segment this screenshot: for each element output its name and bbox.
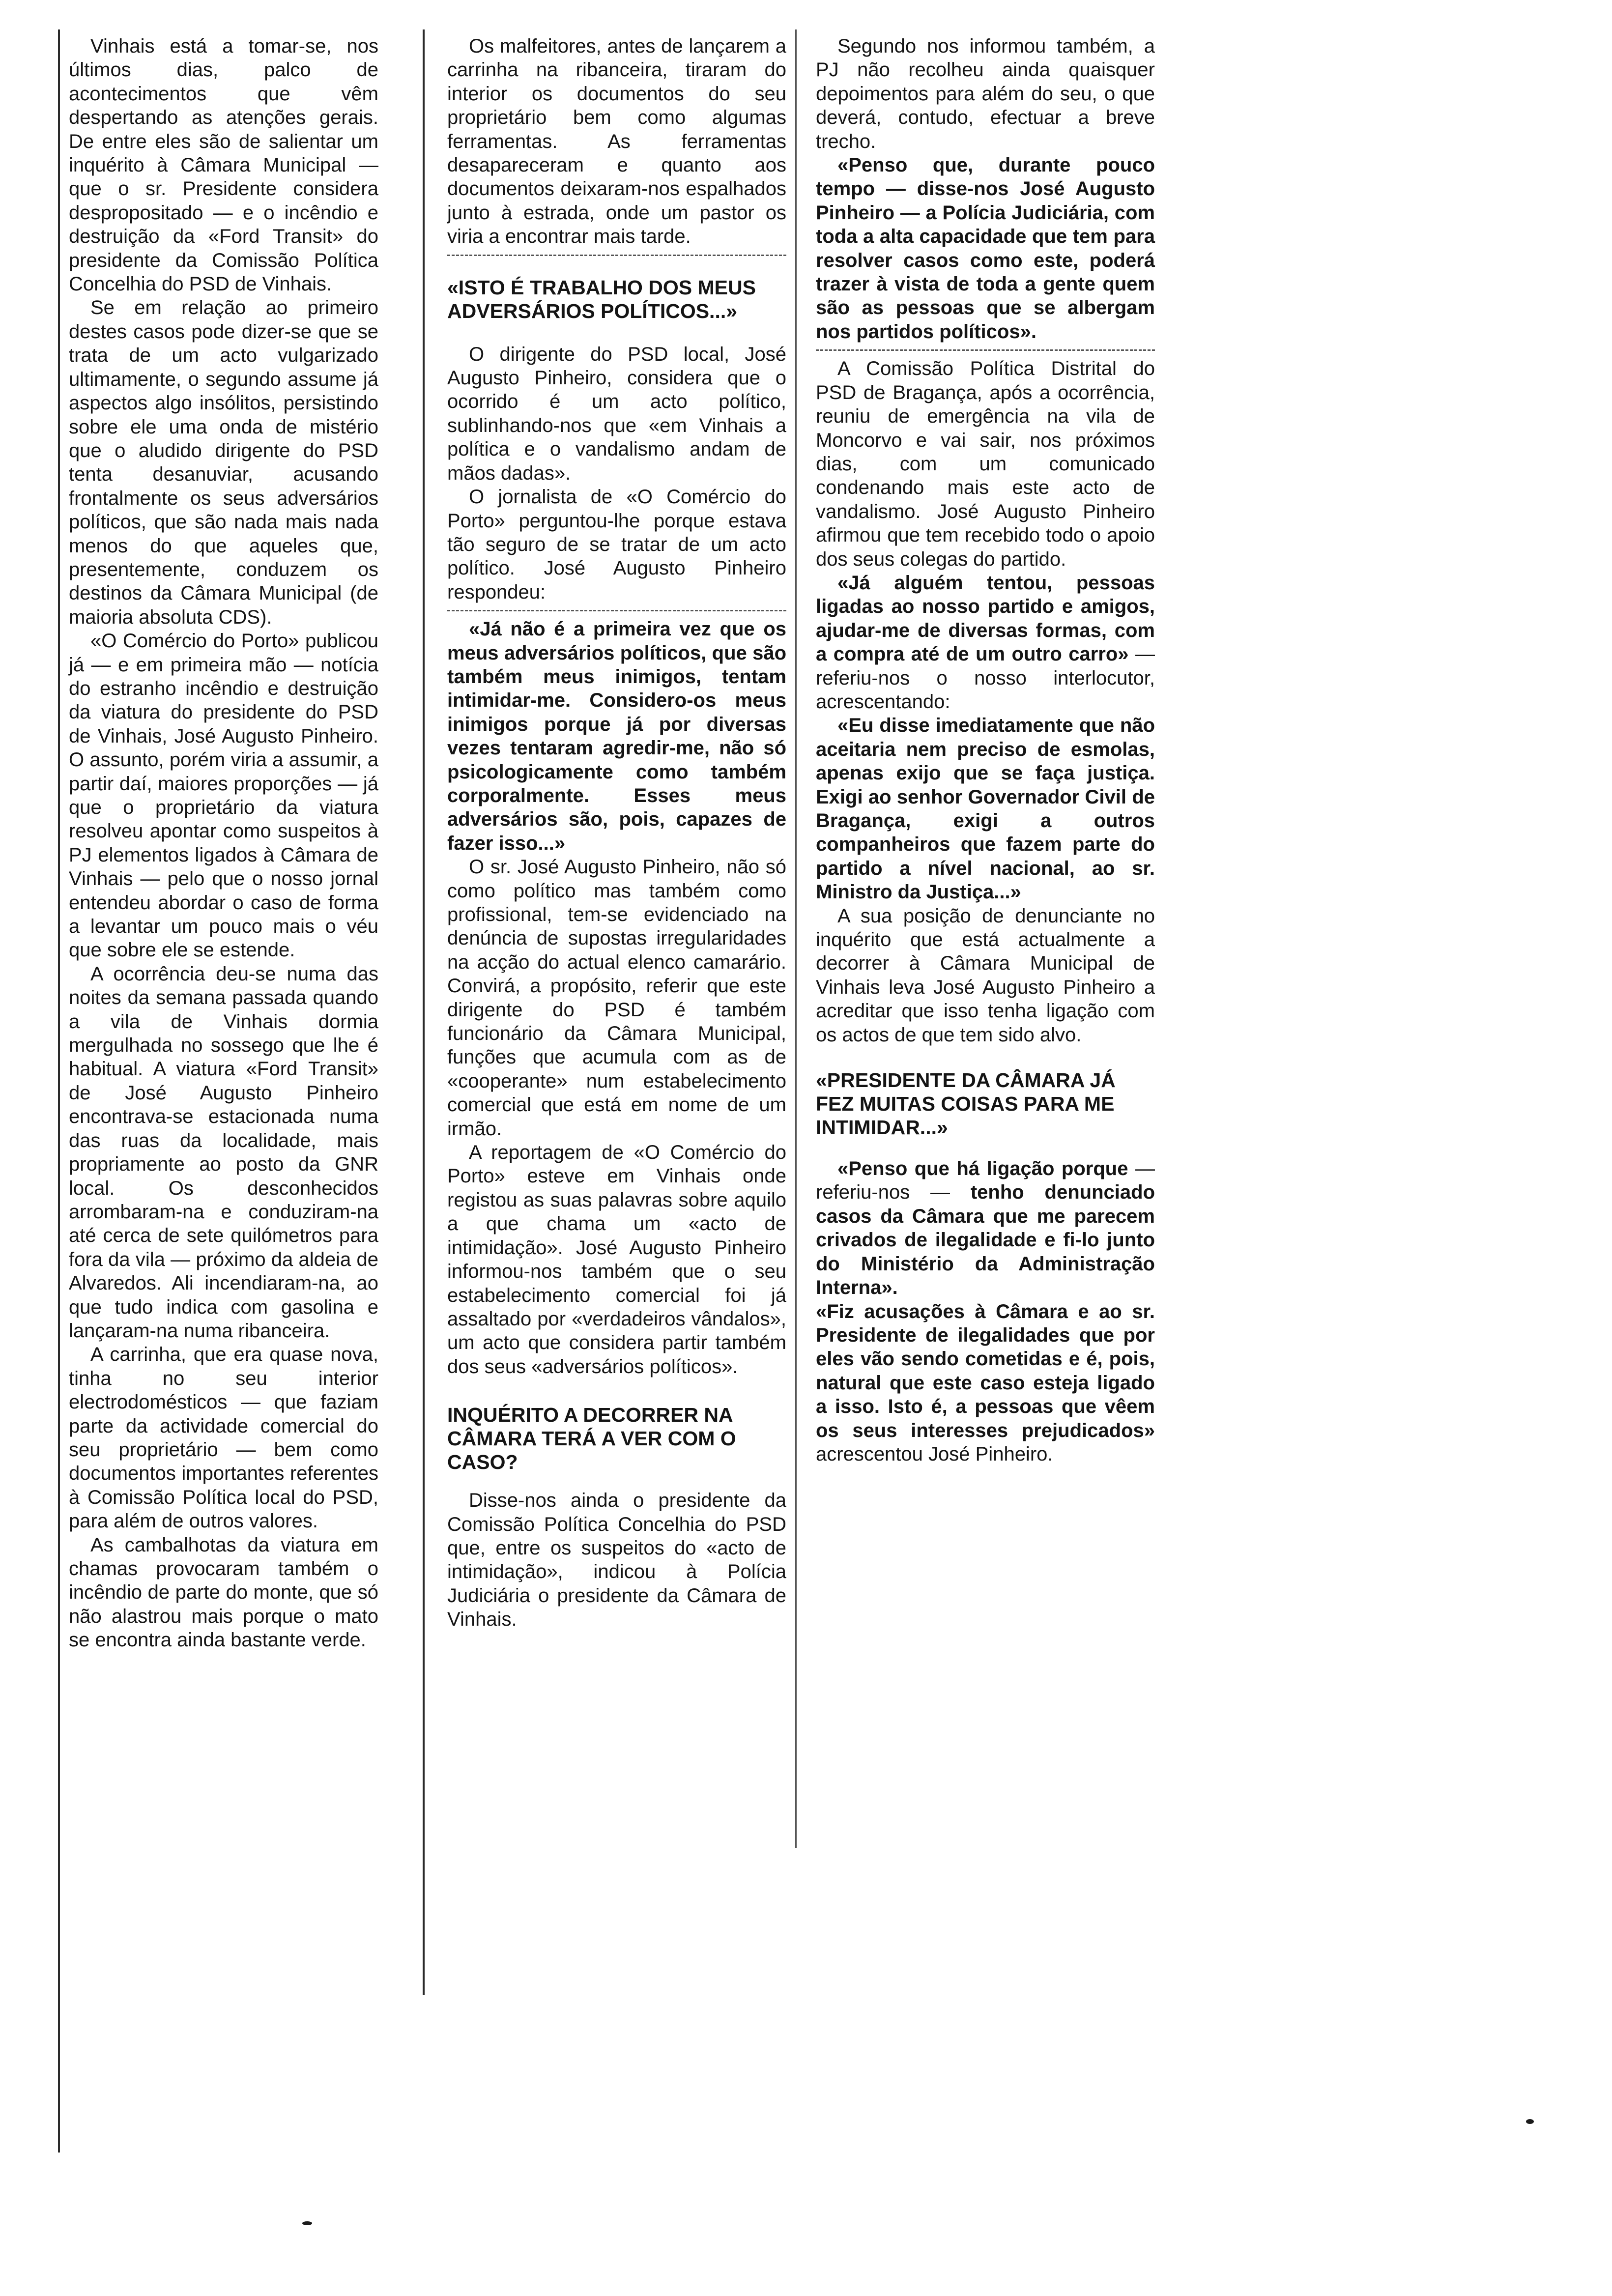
article-column-2 [447,34,786,1632]
paragraph: A sua posição de denunciante no inquérito que está actualmente a decorrer à Câmara Municipal de Vinhais leva José Augusto Pinheiro a acreditar que isso tenha ligação com os actos de que tem sido alvo. [816,905,1155,1046]
quote-paragraph [816,1157,1155,1299]
quote-paragraph: «Já não é a primeira vez que os meus adversários políticos, que são também meus inimigos, tentam intimidar-me. Considero-os meus inimigos porque já por diversas vezes tentaram agredir-me, não só psicologicamente como também corporalmente. Esses meus adversários são, pois, capazes de fazer isso...» [447,618,786,854]
paragraph: O dirigente do PSD local, José Augusto Pinheiro, considera que o ocorrido é um acto político, sublinhando-nos que «em Vinhais a política e o vandalismo andam de mãos dadas». [447,343,786,484]
attribution-text: — referiu-nos — [816,1158,1155,1204]
paragraph: O jornalista de «O Comércio do Porto» perguntou-lhe porque estava tão seguro de se tratar de um acto político. José Augusto Pinheiro respondeu: [447,486,786,603]
scan-speck [302,2221,312,2225]
attribution-text: — referiu-nos o nosso interlocutor, acrescentando: [816,643,1155,713]
quote-text: «Já alguém tentou, pessoas ligadas ao nosso partido e amigos, ajudar-me de diversas formas, com a compra até de um outro carro» [816,572,1155,665]
quote-paragraph: «Penso que, durante pouco tempo — disse-nos José Augusto Pinheiro — a Polícia Judiciária, com toda a alta capacidade que tem para resolver casos como este, poderá trazer à vista de toda a gente quem são as pessoas que se albergam nos partidos políticos». [816,154,1155,343]
paragraph: Disse-nos ainda o presidente da Comissão Política Concelhia do PSD que, entre os suspeitos do «acto de intimidação», indicou à Polícia Judiciária o presidente da Câmara de Vinhais. [447,1490,786,1631]
paragraph: A carrinha, que era quase nova, tinha no seu interior electrodomésticos — que faziam parte da actividade comercial do seu proprietário — bem como documentos importantes referentes à Comissão Política local do PSD, para além de outros valores. [69,1344,378,1532]
article-column-1 [69,34,378,1652]
column-cut-line-left [58,29,60,2152]
scan-speck [1526,2119,1534,2124]
paragraph: Os malfeitores, antes de lançarem a carrinha na ribanceira, tiraram do interior os documentos do seu proprietário bem como algumas ferramentas. As ferramentas desapareceram e quanto aos documentos deixaram-nos espalhados junto à estrada, onde um pastor os viria a encontrar mais tarde. [447,35,786,248]
divider [447,255,786,256]
paragraph: Se em relação ao primeiro destes casos pode dizer-se que se trata de um acto vulgarizado ultimamente, o segundo assume já aspectos algo insólitos, persistindo sobre ele uma onda de mistério que o aludido dirigente do PSD tenta desanuviar, acusando frontalmente os seus adversários políticos, que são nada mais nada menos do que aqueles que, presentemente, conduzem os destinos da Câmara Municipal (de maioria absoluta CDS). [69,297,378,628]
paragraph: Vinhais está a tomar-se, nos últimos dias, palco de acontecimentos que vêm despertando as atenções gerais. De entre eles são de salientar um inquérito à Câmara Municipal — que o sr. Presidente considera despropositado — e o incêndio e destruição da «Ford Transit» do presidente da Comissão Política Concelhia do PSD de Vinhais. [69,35,378,295]
section-heading: «ISTO É TRABALHO DOS MEUS ADVERSÁRIOS POLÍTICOS...» [447,276,756,322]
quote-text: tenho denunciado casos da Câmara que me parecem crivados de ilegalidade e fi-lo junto do Ministério da Administração Interna». [816,1181,1155,1299]
quote-paragraph: «Eu disse imediatamente que não aceitaria nem preciso de esmolas, apenas exijo que se faça justiça. Exigi ao senhor Governador Civil de Bragança, exigi a outros companheiros que fazem parte do partido a nível nacional, ao sr. Ministro da Justiça...» [816,715,1155,903]
paragraph: «O Comércio do Porto» publicou já — e em primeira mão — notícia do estranho incêndio e destruição da viatura do presidente do PSD de Vinhais, José Augusto Pinheiro. O assunto, porém viria a assumir, a partir daí, maiores proporções — já que o proprietário da viatura resolveu apontar como suspeitos à PJ elementos ligados à Câmara de Vinhais — pelo que o nosso jornal entendeu abordar o caso de forma a levantar um pouco mais o véu que sobre ele se estende. [69,630,378,961]
quote-text: «Fiz acusações à Câmara e ao sr. Presidente de ilegalidades que por eles vão sendo cometidas e é, pois, natural que este caso esteja ligado a isso. Isto é, a pessoas que vêem os seus interesses prejudicados» [816,1300,1155,1441]
quote-text: «Penso que há ligação porque [837,1158,1128,1180]
divider [447,610,786,611]
paragraph: Segundo nos informou também, a PJ não recolheu ainda quaisquer depoimentos para além do seu, o que deverá, contudo, efectuar a breve trecho. [816,35,1155,152]
article-column-3 [816,34,1155,1466]
attribution-text: acrescentou José Pinheiro. [816,1443,1053,1465]
paragraph: As cambalhotas da viatura em chamas provocaram também o incêndio de parte do monte, que só não alastrou mais porque o mato se encontra ainda bastante verde. [69,1534,378,1651]
paragraph: A reportagem de «O Comércio do Porto» esteve em Vinhais onde registou as suas palavras sobre aquilo a que chama um «acto de intimidação». José Augusto Pinheiro informou-nos também que o seu estabelecimento comercial foi já assaltado por «verdadeiros vândalos», um acto que considera partir também dos seus «adversários políticos». [447,1142,786,1378]
column-cut-line-right [795,29,797,1848]
paragraph: O sr. José Augusto Pinheiro, não só como político mas também como profissional, tem-se evidenciado na denúncia de supostas irregularidades na acção do actual elenco camarário. Convirá, a propósito, referir que este dirigente do PSD é também funcionário da Câmara Municipal, funções que acumula com as de «cooperante» num estabelecimento comercial que está em nome de um irmão. [447,856,786,1140]
section-heading: «PRESIDENTE DA CÂMARA JÁ FEZ MUITAS COISAS PARA ME INTIMIDAR...» [816,1069,1116,1139]
section-heading: INQUÉRITO A DECORRER NA CÂMARA TERÁ A VER COM O CASO? [447,1404,736,1474]
quote-paragraph [816,1300,1155,1466]
paragraph: A ocorrência deu-se numa das noites da semana passada quando a vila de Vinhais dormia mergulhada no sossego que lhe é habitual. A viatura «Ford Transit» de José Augusto Pinheiro encontrava-se estacionada numa das ruas da localidade, mais propriamente ao posto da GNR local. Os desconhecidos arrombaram-na e conduziram-na até cerca de sete quilómetros para fora da vila — próximo da aldeia de Alvaredos. Ali incendiaram-na, ao que tudo indica com gasolina e lançaram-na numa ribanceira. [69,963,378,1342]
column-cut-line-middle [423,29,425,1995]
paragraph: A Comissão Política Distrital do PSD de Bragança, após a ocorrência, reuniu de emergência na vila de Moncorvo e vai sair, nos próximos dias, com um comunicado condenando mais este acto de vandalismo. José Augusto Pinheiro afirmou que tem recebido todo o apoio dos seus colegas do partido. [816,358,1155,570]
divider [816,349,1155,351]
quote-paragraph [816,571,1155,714]
